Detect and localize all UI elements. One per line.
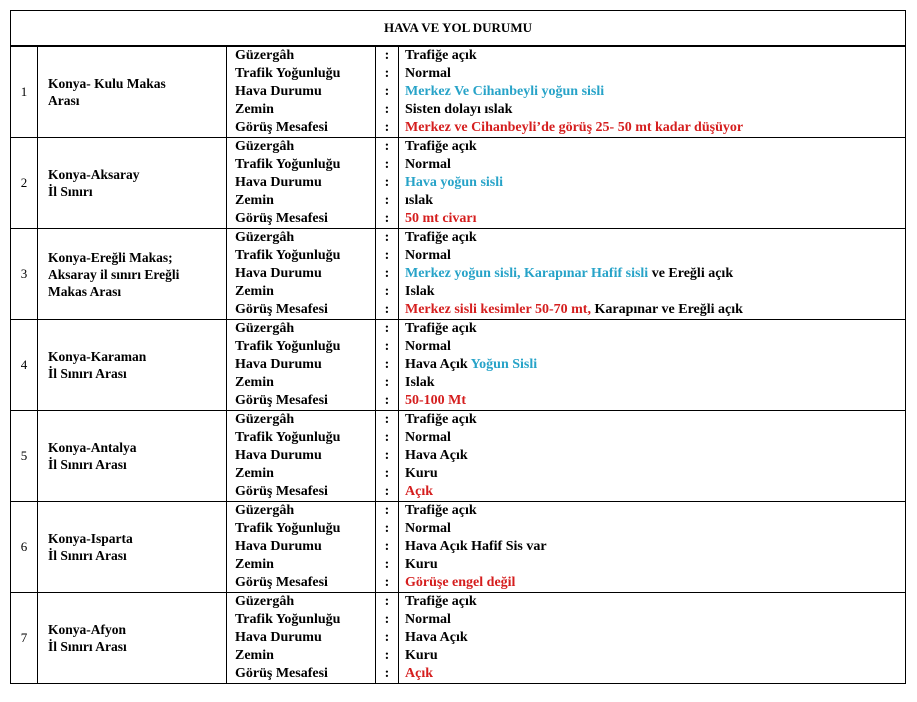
route-row <box>11 411 906 502</box>
field-label: Trafik Yoğunluğu <box>235 430 341 445</box>
route-row <box>11 229 906 320</box>
separator: : <box>384 448 390 463</box>
value-segment: ıslak <box>405 193 434 208</box>
field-value <box>405 447 905 465</box>
field-label: Güzergâh <box>235 503 295 518</box>
separator: : <box>384 339 390 354</box>
field-values <box>399 138 906 229</box>
value-segment: ve Ereğli açık <box>648 266 734 281</box>
value-segment: Normal <box>405 430 451 445</box>
field-label: Güzergâh <box>235 412 295 427</box>
field-value <box>405 320 905 338</box>
separator: : <box>384 193 390 208</box>
field-label: Zemin <box>235 648 274 663</box>
field-label: Güzergâh <box>235 594 295 609</box>
value-segment: 50 mt civarı <box>405 211 477 226</box>
value-segment: Yoğun Sisli <box>470 357 538 372</box>
separator: : <box>384 284 390 299</box>
separator: : <box>384 139 390 154</box>
field-value <box>405 338 905 356</box>
field-values <box>399 411 906 502</box>
value-segment: Islak <box>405 375 435 390</box>
route-row <box>11 138 906 229</box>
field-label: Hava Durumu <box>235 630 322 645</box>
field-label: Görüş Mesafesi <box>235 393 328 408</box>
field-label: Güzergâh <box>235 321 295 336</box>
separator-column <box>376 502 399 593</box>
route-number: 2 <box>11 138 38 229</box>
route-name-line: Aksaray il sınırı Ereğli <box>48 266 180 282</box>
separator: : <box>384 594 390 609</box>
separator-column <box>376 229 399 320</box>
route-name-line: Konya-Afyon <box>48 622 127 637</box>
route-name <box>38 502 227 593</box>
value-segment: Normal <box>405 521 451 536</box>
field-value <box>405 83 905 101</box>
field-value <box>405 574 905 592</box>
value-segment: Kuru <box>405 557 438 572</box>
field-value <box>405 138 905 156</box>
route-table <box>10 46 906 684</box>
field-value <box>405 283 905 301</box>
route-name-line: Konya-Ereğli Makas; <box>48 249 173 265</box>
field-value <box>405 374 905 392</box>
value-segment: Merkez Ve Cihanbeyli yoğun sisli <box>405 84 605 99</box>
field-labels <box>227 502 376 593</box>
separator: : <box>384 666 390 681</box>
route-name-line: Konya- Kulu Makas <box>48 76 166 91</box>
value-segment: Kuru <box>405 466 438 481</box>
field-labels <box>227 138 376 229</box>
separator: : <box>384 375 390 390</box>
field-value <box>405 174 905 192</box>
value-segment: Islak <box>405 284 435 299</box>
value-segment: Hava Açık <box>405 630 468 645</box>
route-name <box>38 138 227 229</box>
separator: : <box>384 211 390 226</box>
route-row <box>11 593 906 684</box>
value-segment: Görüşe engel değil <box>405 575 516 590</box>
value-segment: Trafiğe açık <box>405 594 477 609</box>
document-title: HAVA VE YOL DURUMU <box>10 10 906 46</box>
route-name-line: İl Sınırı Arası <box>48 639 127 654</box>
field-labels <box>227 229 376 320</box>
field-value <box>405 47 905 65</box>
field-labels <box>227 593 376 684</box>
field-label: Hava Durumu <box>235 448 322 463</box>
field-values <box>399 320 906 411</box>
separator: : <box>384 412 390 427</box>
separator: : <box>384 484 390 499</box>
field-values <box>399 229 906 320</box>
value-segment: Merkez sisli kesimler 50-70 mt, <box>405 302 591 317</box>
field-value <box>405 301 905 319</box>
field-value <box>405 210 905 228</box>
field-label: Trafik Yoğunluğu <box>235 339 341 354</box>
value-segment: Normal <box>405 248 451 263</box>
field-label: Hava Durumu <box>235 539 322 554</box>
route-number: 1 <box>11 47 38 138</box>
route-table-body <box>11 47 906 684</box>
value-segment: Normal <box>405 339 451 354</box>
separator-column <box>376 138 399 229</box>
field-value <box>405 392 905 410</box>
route-name <box>38 593 227 684</box>
route-name-line: Konya-Karaman <box>48 349 147 364</box>
separator-column <box>376 320 399 411</box>
route-number: 7 <box>11 593 38 684</box>
route-name-line: İl Sınırı <box>48 184 93 199</box>
field-value <box>405 229 905 247</box>
separator: : <box>384 521 390 536</box>
separator-column <box>376 593 399 684</box>
field-value <box>405 192 905 210</box>
separator: : <box>384 557 390 572</box>
separator: : <box>384 539 390 554</box>
field-value <box>405 611 905 629</box>
value-segment: Merkez yoğun sisli, Karapınar Hafif sisli <box>405 266 649 281</box>
route-number: 3 <box>11 229 38 320</box>
route-name-line: Konya-Isparta <box>48 531 133 546</box>
separator: : <box>384 575 390 590</box>
field-label: Görüş Mesafesi <box>235 120 328 135</box>
field-label: Zemin <box>235 466 274 481</box>
route-name-line: İl Sınırı Arası <box>48 548 127 563</box>
route-name-line: İl Sınırı Arası <box>48 366 127 381</box>
separator: : <box>384 248 390 263</box>
route-row <box>11 502 906 593</box>
value-segment: Hava Açık <box>405 357 471 372</box>
route-name-line: Arası <box>48 93 80 108</box>
value-segment: Sisten dolayı ıslak <box>405 102 513 117</box>
separator: : <box>384 102 390 117</box>
field-value <box>405 629 905 647</box>
route-name-line: Konya-Aksaray <box>48 167 140 182</box>
route-name <box>38 229 227 320</box>
route-name <box>38 411 227 502</box>
value-segment: 50-100 Mt <box>405 393 467 408</box>
route-name-line: Makas Arası <box>48 283 122 299</box>
separator: : <box>384 175 390 190</box>
route-number: 5 <box>11 411 38 502</box>
field-value <box>405 247 905 265</box>
value-segment: Açık <box>405 666 433 681</box>
route-row <box>11 320 906 411</box>
field-label: Zemin <box>235 102 274 117</box>
field-value <box>405 538 905 556</box>
field-label: Görüş Mesafesi <box>235 211 328 226</box>
field-label: Güzergâh <box>235 230 295 245</box>
field-value <box>405 265 905 283</box>
field-labels <box>227 320 376 411</box>
route-number: 6 <box>11 502 38 593</box>
field-label: Hava Durumu <box>235 175 322 190</box>
value-segment: Trafiğe açık <box>405 230 477 245</box>
field-value <box>405 411 905 429</box>
field-labels <box>227 411 376 502</box>
field-label: Trafik Yoğunluğu <box>235 248 341 263</box>
field-labels <box>227 47 376 138</box>
field-label: Zemin <box>235 557 274 572</box>
field-value <box>405 593 905 611</box>
field-values <box>399 47 906 138</box>
field-value <box>405 156 905 174</box>
field-label: Hava Durumu <box>235 357 322 372</box>
field-values <box>399 502 906 593</box>
field-label: Görüş Mesafesi <box>235 575 328 590</box>
field-label: Güzergâh <box>235 48 295 63</box>
field-values <box>399 593 906 684</box>
separator: : <box>384 302 390 317</box>
field-value <box>405 647 905 665</box>
value-segment: Normal <box>405 66 451 81</box>
field-label: Zemin <box>235 375 274 390</box>
field-label: Güzergâh <box>235 139 295 154</box>
field-value <box>405 556 905 574</box>
separator-column <box>376 411 399 502</box>
separator: : <box>384 266 390 281</box>
value-segment: Hava Açık Hafif Sis var <box>405 539 547 554</box>
value-segment: Trafiğe açık <box>405 139 477 154</box>
field-label: Hava Durumu <box>235 84 322 99</box>
weather-road-document <box>10 10 906 684</box>
value-segment: Normal <box>405 612 451 627</box>
separator: : <box>384 66 390 81</box>
separator: : <box>384 648 390 663</box>
separator: : <box>384 612 390 627</box>
field-value <box>405 665 905 683</box>
route-name <box>38 320 227 411</box>
value-segment: Kuru <box>405 648 438 663</box>
field-value <box>405 465 905 483</box>
field-value <box>405 429 905 447</box>
field-label: Hava Durumu <box>235 266 322 281</box>
field-label: Görüş Mesafesi <box>235 302 328 317</box>
separator: : <box>384 157 390 172</box>
field-label: Trafik Yoğunluğu <box>235 612 341 627</box>
route-name-line: Konya-Antalya <box>48 440 137 455</box>
value-segment: Karapınar ve Ereğli açık <box>590 302 743 317</box>
field-label: Trafik Yoğunluğu <box>235 157 341 172</box>
separator: : <box>384 430 390 445</box>
value-segment: Merkez ve Cihanbeyli’de görüş 25- 50 mt kadar düşüyor <box>405 120 744 135</box>
route-row <box>11 47 906 138</box>
field-value <box>405 101 905 119</box>
value-segment: Hava yoğun sisli <box>405 175 504 190</box>
value-segment: Trafiğe açık <box>405 412 477 427</box>
field-label: Görüş Mesafesi <box>235 666 328 681</box>
separator: : <box>384 321 390 336</box>
route-number: 4 <box>11 320 38 411</box>
value-segment: Normal <box>405 157 451 172</box>
field-label: Trafik Yoğunluğu <box>235 521 341 536</box>
separator: : <box>384 466 390 481</box>
field-value <box>405 483 905 501</box>
separator: : <box>384 357 390 372</box>
separator-column <box>376 47 399 138</box>
field-value <box>405 520 905 538</box>
field-label: Zemin <box>235 284 274 299</box>
value-segment: Trafiğe açık <box>405 48 477 63</box>
separator: : <box>384 630 390 645</box>
value-segment: Trafiğe açık <box>405 503 477 518</box>
separator: : <box>384 120 390 135</box>
separator: : <box>384 48 390 63</box>
value-segment: Hava Açık <box>405 448 468 463</box>
field-label: Zemin <box>235 193 274 208</box>
field-value <box>405 65 905 83</box>
value-segment: Trafiğe açık <box>405 321 477 336</box>
field-label: Trafik Yoğunluğu <box>235 66 341 81</box>
field-value <box>405 119 905 137</box>
separator: : <box>384 84 390 99</box>
route-name <box>38 47 227 138</box>
field-value <box>405 502 905 520</box>
value-segment: Açık <box>405 484 433 499</box>
field-value <box>405 356 905 374</box>
separator: : <box>384 503 390 518</box>
field-label: Görüş Mesafesi <box>235 484 328 499</box>
separator: : <box>384 230 390 245</box>
route-name-line: İl Sınırı Arası <box>48 457 127 472</box>
separator: : <box>384 393 390 408</box>
